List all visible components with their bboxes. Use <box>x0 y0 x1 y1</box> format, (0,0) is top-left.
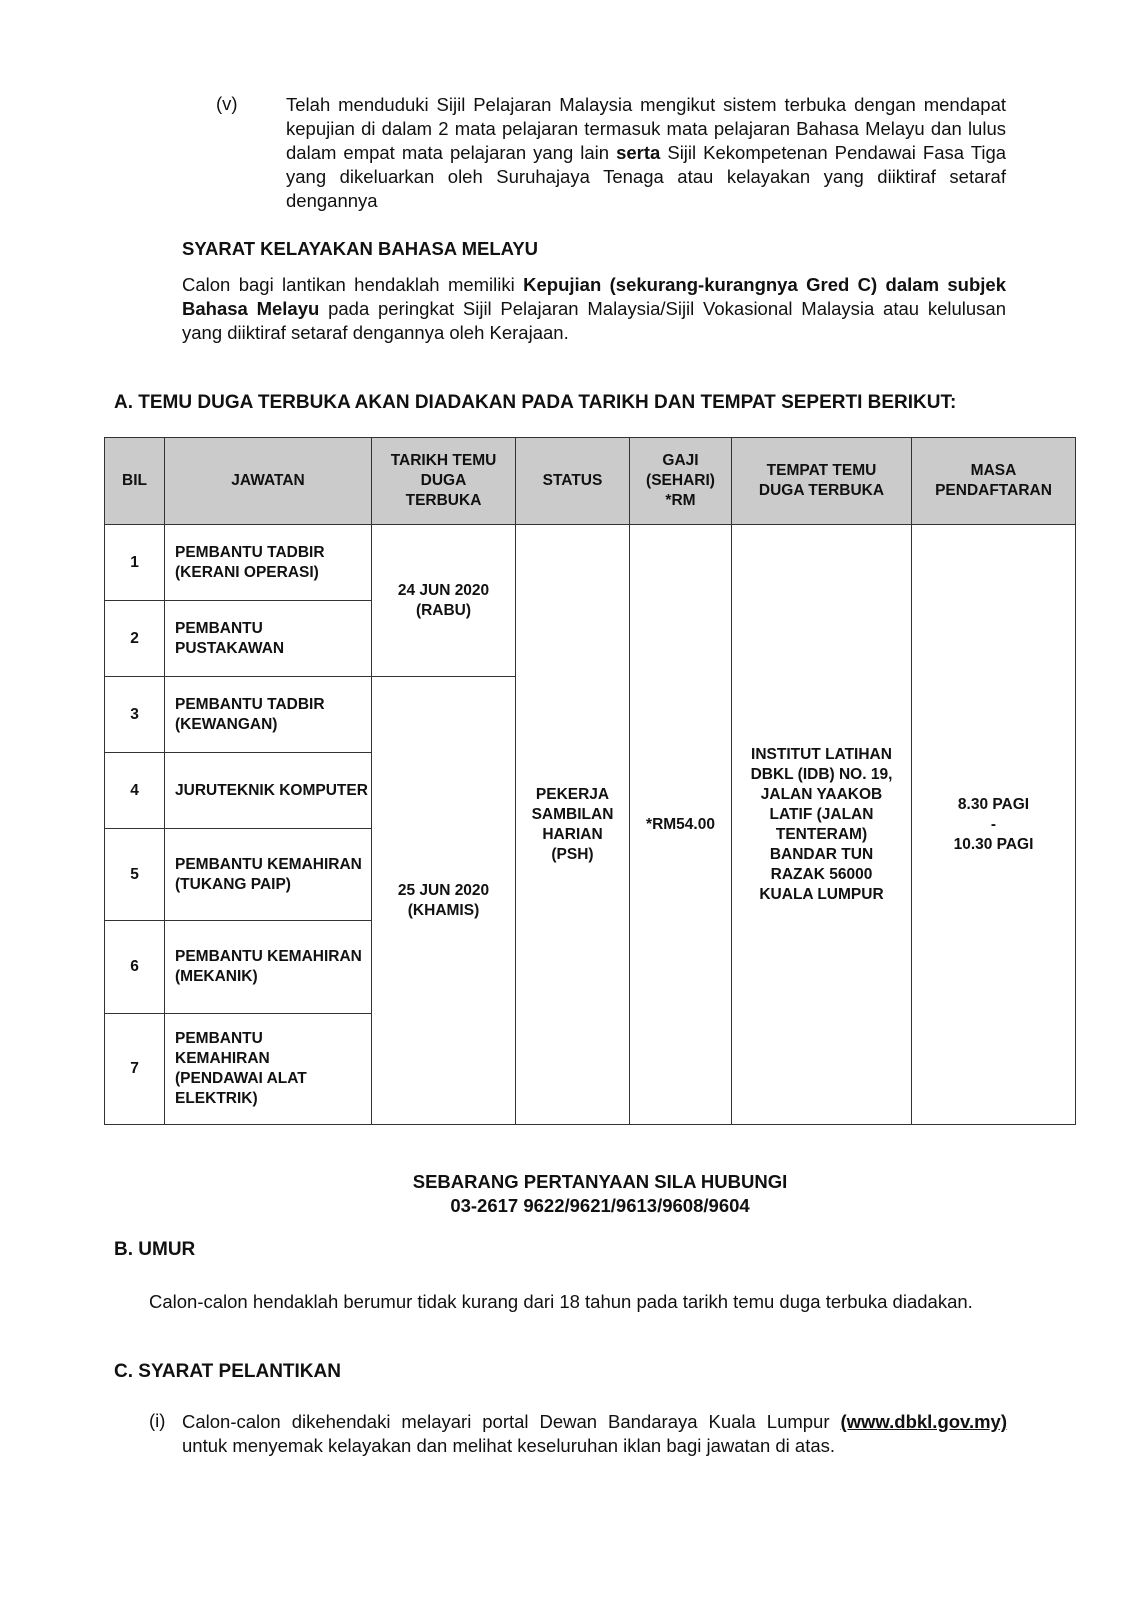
enquiry-line-1: SEBARANG PERTANYAAN SILA HUBUNGI <box>412 1171 788 1192</box>
item-v-text-1: Telah menduduki Sijil Pelajaran Malaysia mengikut sistem terbuka dengan mendapat kepujian di dalam 2 mata pelajaran termasuk mata pelajaran Bahasa Melayu dan lulus dalam empat mata pelajaran yang lain <box>286 94 1006 163</box>
date-1-text: 24 JUN 2020 (RABU) <box>397 581 490 619</box>
tempat-text: INSTITUT LATIHAN DBKL (IDB) NO. 19, JALAN YAAKOB LATIF (JALAN TENTERAM) BANDAR TUN RAZAK 56000 KUALA LUMPUR <box>750 745 893 903</box>
masa-cell <box>912 525 1076 1125</box>
row-5-jawatan: PEMBANTU KEMAHIRAN (TUKANG PAIP) <box>165 829 372 921</box>
masa-start: 8.30 PAGI <box>957 795 1030 813</box>
enquiry-block <box>0 1170 1132 1218</box>
tempat-cell <box>732 525 912 1125</box>
header-jawatan: JAWATAN <box>165 438 372 525</box>
status-cell <box>516 525 630 1125</box>
header-bil: BIL <box>105 438 165 525</box>
header-gaji-text: GAJI (SEHARI) *RM <box>646 452 715 509</box>
status-text: PEKERJA SAMBILAN HARIAN (PSH) <box>531 785 614 863</box>
enquiry-phone: 03-2617 9622/9621/9613/9608/9604 <box>450 1195 750 1216</box>
header-gaji <box>630 438 732 525</box>
c-text-1: Calon-calon dikehendaki melayari portal Dewan Bandaraya Kuala Lumpur <box>182 1411 830 1432</box>
section-b-heading: B. UMUR <box>114 1239 196 1260</box>
row-2-bil: 2 <box>105 601 165 677</box>
bm-text-2: pada peringkat Sijil Pelajaran Malaysia/Sijil Vokasional Malaysia atau kelulusan yang diiktiraf setaraf dengannya oleh Kerajaan. <box>182 298 1006 343</box>
date-2-text: 25 JUN 2020 (KHAMIS) <box>397 881 490 919</box>
dbkl-portal-link[interactable]: (www.dbkl.gov.my) <box>840 1411 1007 1432</box>
header-tarikh <box>372 438 516 525</box>
date-2 <box>372 677 516 1125</box>
row-5-bil: 5 <box>105 829 165 921</box>
header-tempat-text: TEMPAT TEMU DUGA TERBUKA <box>758 462 885 499</box>
row-3-bil: 3 <box>105 677 165 753</box>
item-v-text-2: Sijil Kekompetenan Pendawai Fasa Tiga yang dikeluarkan oleh Suruhajaya Tenaga atau kelayakan yang diiktiraf setaraf dengannya <box>286 142 1007 211</box>
row-7-jawatan-text: PEMBANTU KEMAHIRAN (PENDAWAI ALAT ELEKTRIK) <box>175 1030 307 1107</box>
row-3-jawatan: PEMBANTU TADBIR (KEWANGAN) <box>165 677 372 753</box>
item-v-label: (v) <box>216 93 238 114</box>
row-7-jawatan <box>165 1014 372 1125</box>
umur-text: Calon-calon hendaklah berumur tidak kurang dari 18 tahun pada tarikh temu duga terbuka diadakan. <box>149 1291 973 1312</box>
date-1 <box>372 525 516 677</box>
row-4-jawatan: JURUTEKNIK KOMPUTER <box>165 753 372 829</box>
bm-text-1: Calon bagi lantikan hendaklah memiliki <box>182 274 515 295</box>
header-tarikh-text: TARIKH TEMU DUGA TERBUKA <box>390 452 497 509</box>
section-c-heading: C. SYARAT PELANTIKAN <box>114 1361 341 1382</box>
masa-separator: - <box>990 815 997 833</box>
section-c-item-text <box>182 1410 1007 1458</box>
masa-end: 10.30 PAGI <box>953 835 1034 853</box>
row-7-bil: 7 <box>105 1014 165 1125</box>
table-header-row <box>105 438 1076 525</box>
row-1-jawatan: PEMBANTU TADBIR (KERANI OPERASI) <box>165 525 372 601</box>
header-status: STATUS <box>516 438 630 525</box>
schedule-table <box>104 437 1076 1125</box>
section-c-item-label: (i) <box>149 1410 166 1431</box>
table-row <box>105 525 1076 601</box>
c-text-2: untuk menyemak kelayakan dan melihat keseluruhan iklan bagi jawatan di atas. <box>182 1435 836 1456</box>
gaji-cell: *RM54.00 <box>630 525 732 1125</box>
bahasa-melayu-text <box>182 273 1006 345</box>
item-v-text-bold: serta <box>616 142 661 163</box>
header-masa-text: MASA PENDAFTARAN <box>935 462 1052 499</box>
row-4-bil: 4 <box>105 753 165 829</box>
section-a-heading: A. TEMU DUGA TERBUKA AKAN DIADAKAN PADA TARIKH DAN TEMPAT SEPERTI BERIKUT: <box>114 392 957 413</box>
header-masa <box>912 438 1076 525</box>
row-6-jawatan: PEMBANTU KEMAHIRAN (MEKANIK) <box>165 921 372 1014</box>
bm-text-bold: Kepujian (sekurang-kurangnya Gred C) dalam subjek Bahasa Melayu <box>182 274 1007 319</box>
header-tempat <box>732 438 912 525</box>
row-1-bil: 1 <box>105 525 165 601</box>
item-v-text <box>286 93 1006 213</box>
row-2-jawatan: PEMBANTU PUSTAKAWAN <box>165 601 372 677</box>
row-6-bil: 6 <box>105 921 165 1014</box>
bahasa-melayu-title: SYARAT KELAYAKAN BAHASA MELAYU <box>182 238 539 259</box>
